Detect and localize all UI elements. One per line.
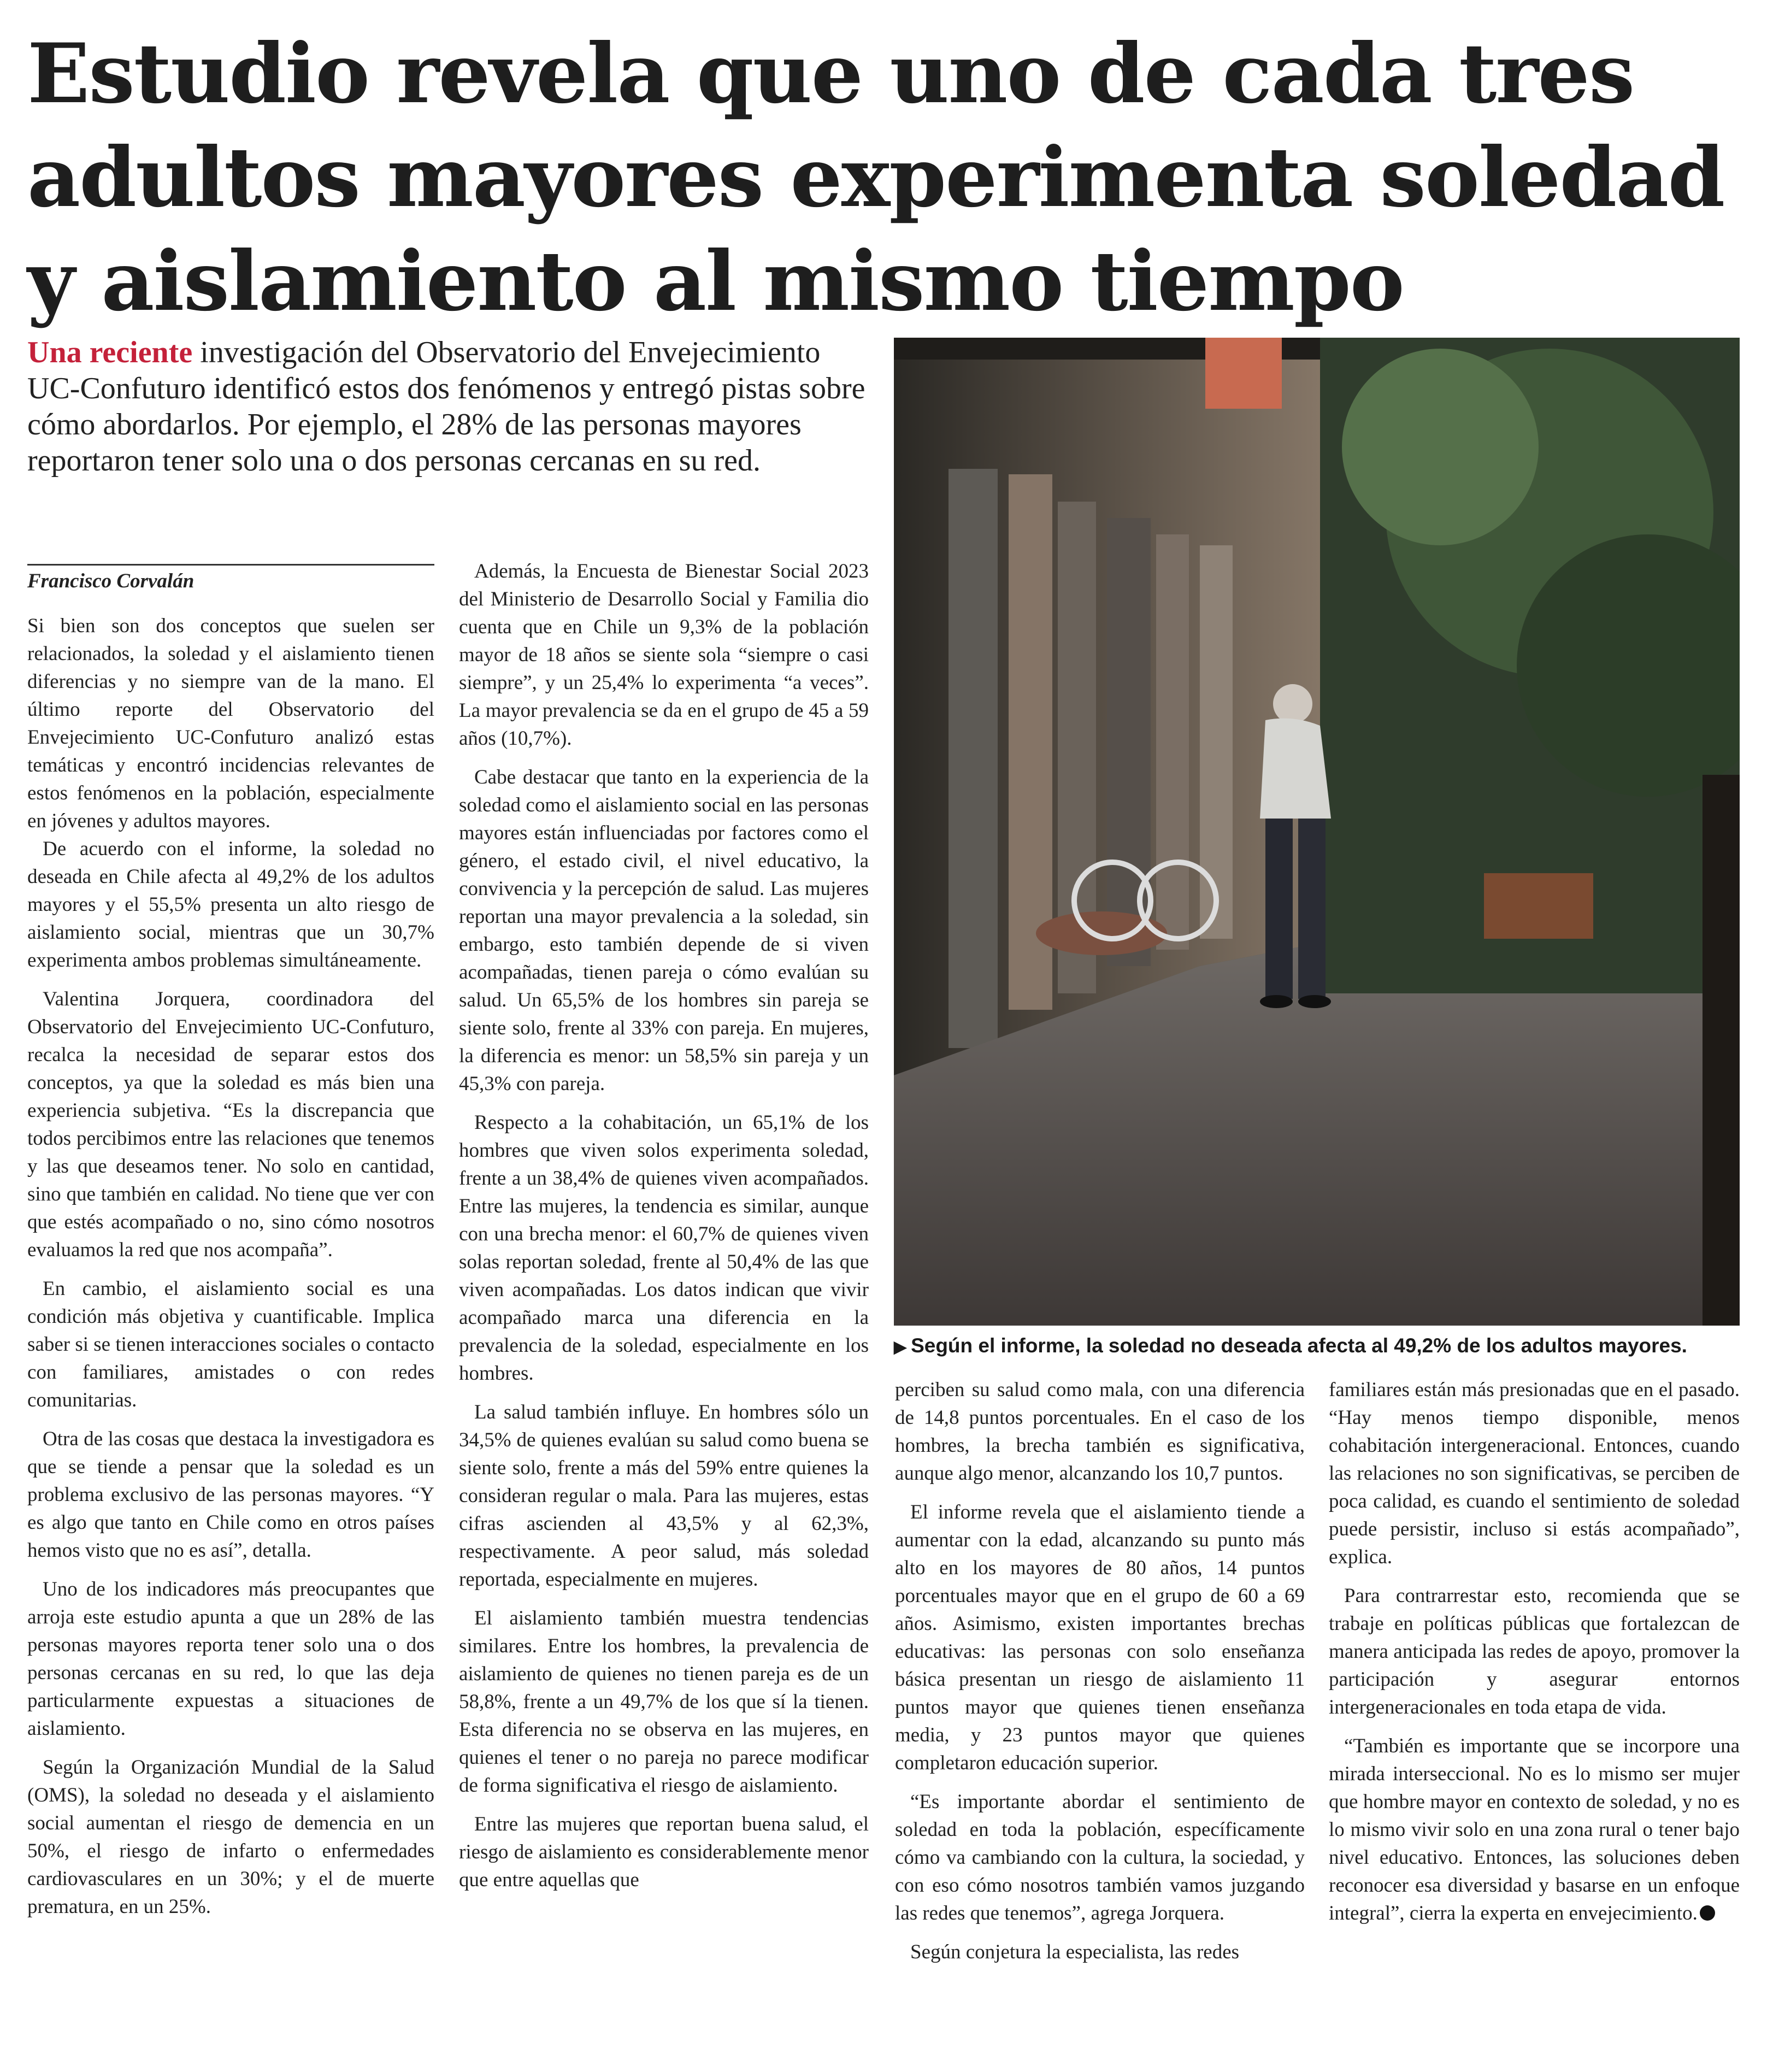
caption-text: Según el informe, la soledad no deseada afecta al 49,2% de los adultos mayores. [911,1334,1687,1357]
photo-caption [894,1332,1740,1361]
paragraph: Valentina Jorquera, coordinadora del Observatorio del Envejecimiento UC-Confuturo, recalca la necesidad de separar estos dos conceptos, ya que la soledad es más bien una experiencia subjetiva. “Es la discrepancia que todos percibimos entre las relaciones que tenemos y las que deseamos tener. No solo en cantidad, sino que también en calidad. No tiene que ver con que estés acompañado o no, sino cómo nosotros evaluamos la red que nos acompaña”. [27,988,434,1261]
paragraph: familiares están más presionadas que en el pasado. “Hay menos tiempo disponible, menos cohabitación intergeneracional. Entonces, cuando las relaciones no son significativas, se perciben de poca calidad, es cuando el sentimiento de soledad puede persistir, incluso si estás acompañado”, explica. [1329,1379,1740,1568]
article-photo [894,338,1740,1326]
paragraph: Para contrarrestar esto, recomienda que se trabaje en políticas públicas que fortalezcan de manera anticipada las redes de apoyo, promover la participación y asegurar entornos intergeneracionales en toda etapa de vida. [1329,1585,1740,1718]
paragraph: Entre las mujeres que reportan buena salud, el riesgo de aislamiento es considerablemente menor que entre aquellas que [459,1813,869,1891]
paragraph: Cabe destacar que tanto en la experiencia de la soledad como el aislamiento social en las personas mayores están influenciadas por factores como el género, el estado civil, el nivel educativo, la convivencia y la percepción de salud. Las mujeres reportan una mayor prevalencia a la soledad, sin embargo, esto también depende de si viven acompañadas, tienen pareja o cómo evalúan su salud. Un 65,5% de los hombres sin pareja se siente solo, frente al 33% con pareja. En mujeres, la diferencia es menor: un 58,5% sin pareja y un 45,3% con pareja. [459,766,869,1095]
paragraph-final-text: “También es importante que se incorpore una mirada interseccional. No es lo mismo ser mujer que hombre mayor en contexto de soledad, y no es lo mismo vivir solo en una zona rural o tener bajo nivel educativo. Entonces, las soluciones deben reconocer esa diversidad y basarse en un enfoque integral”, cierra la experta en envejecimiento. [1329,1735,1740,1924]
paragraph-final [1329,1732,1740,1927]
paragraph: Según la Organización Mundial de la Salud (OMS), la soledad no deseada y el aislamiento social aumentan el riesgo de demencia en un 50%, el riesgo de infarto o enfermedades cardiovasculares en un 30%; y el de muerte prematura, en un 25%. [27,1756,434,1918]
byline-rule [27,564,434,566]
lead-accent: Una reciente [27,335,193,369]
article-column-4 [1329,1376,1740,1927]
paragraph: perciben su salud como mala, con una diferencia de 14,8 puntos porcentuales. En el caso de los hombres, la brecha también es significativa, aunque algo menor, alcanzando los 10,7 puntos. [895,1379,1305,1485]
article-column-2 [459,557,869,1894]
paragraph: Otra de las cosas que destaca la investigadora es que se tiende a pensar que la soledad es un problema exclusivo de las personas mayores. “Y es algo que tanto en Chile como en otros países hemos visto que no es así”, detalla. [27,1428,434,1562]
headline [27,22,1724,333]
paragraph: De acuerdo con el informe, la soledad no deseada en Chile afecta al 49,2% de los adultos mayores y el 55,5% presenta un alto riesgo de aislamiento social, mientras que un 30,7% experimenta ambos problemas simultáneamente. [27,838,434,972]
paragraph: El aislamiento también muestra tendencias similares. Entre los hombres, la prevalencia de aislamiento de quienes no tienen pareja es de un 58,8%, frente a un 49,7% de los que sí la tienen. Esta diferencia no se observa en las mujeres, en quienes el tener o no pareja no parece modificar de forma significativa el riesgo de aislamiento. [459,1607,869,1797]
end-mark-icon [1700,1905,1715,1921]
paragraph: “Es importante abordar el sentimiento de soledad en toda la población, específicamente cómo va cambiando con la cultura, la sociedad, y con eso cómo nosotros también vamos juzgando las redes que tenemos”, agrega Jorquera. [895,1791,1305,1924]
caption-marker-icon: ▶ [894,1338,907,1356]
photo-illustration [894,338,1740,1326]
byline: Francisco Corvalán [27,570,195,592]
article-column-1 [27,612,434,1921]
paragraph: Además, la Encuesta de Bienestar Social 2023 del Ministerio de Desarrollo Social y Familia dio cuenta que en Chile un 9,3% de la población mayor de 18 años se siente sola “siempre o casi siempre”, y un 25,4% lo experimenta “a veces”. La mayor prevalencia se da en el grupo de 45 a 59 años (10,7%). [459,560,869,750]
paragraph: La salud también influye. En hombres sólo un 34,5% de quienes evalúan su salud como buena se siente solo, frente a más del 59% entre quienes la consideran regular o mala. Para las mujeres, estas cifras ascienden al 43,5% y al 62,3%, respectivamente. A peor salud, más soledad reportada, especialmente en mujeres. [459,1401,869,1591]
lead-paragraph [27,334,880,479]
paragraph: Según conjetura la especialista, las redes [910,1941,1240,1963]
paragraph: Uno de los indicadores más preocupantes que arroja este estudio apunta a que un 28% de las personas mayores reporta tener solo una o dos personas cercanas en su red, lo que las deja particularmente expuestas a situaciones de aislamiento. [27,1578,434,1740]
paragraph: Si bien son dos conceptos que suelen ser relacionados, la soledad y el aislamiento tienen diferencias y no siempre van de la mano. El último reporte del Observatorio del Envejecimiento UC-Confuturo analizó estas temáticas y encontró incidencias relevantes de estos fenómenos en la población, especialmente en jóvenes y adultos mayores. [27,615,434,832]
paragraph: En cambio, el aislamiento social es una condición más objetiva y cuantificable. Implica saber si se tienen interacciones sociales o contacto con familiares, amistades o con redes comunitarias. [27,1278,434,1411]
headline-line-2: adultos mayores experimenta soledad [27,130,1724,226]
paragraph: Respecto a la cohabitación, un 65,1% de los hombres que viven solos experimenta soledad, frente a un 38,4% de quienes viven acompañados. Entre las mujeres, la tendencia es similar, aunque con una brecha menor: el 60,7% de quienes viven solas reportan soledad, frente al 50,4% de las que viven acompañadas. Los datos indican que vivir acompañado marca una diferencia en la prevalencia de la soledad, especialmente en los hombres. [459,1111,869,1385]
lead-text: investigación del Observatorio del Envejecimiento UC-Confuturo identificó estos dos fenómenos y entregó pistas sobre cómo abordarlos. Por ejemplo, el 28% de las personas mayores reportaron tener solo una o dos personas cercanas en su red. [27,335,865,478]
headline-line-3: y aislamiento al mismo tiempo [27,233,1404,329]
headline-line-1: Estudio revela que uno de cada tres [27,26,1634,122]
paragraph: El informe revela que el aislamiento tiende a aumentar con la edad, alcanzando su punto más alto en los mayores de 80 años, 14 puntos porcentuales mayor que en el grupo de 60 a 69 años. Asimismo, existen importantes brechas educativas: las personas con solo enseñanza básica presentan un riesgo de aislamiento 11 puntos mayor que quienes tienen enseñanza media, y 23 puntos mayor que quienes completaron educación superior. [895,1501,1305,1774]
article-column-3 [895,1376,1305,1966]
